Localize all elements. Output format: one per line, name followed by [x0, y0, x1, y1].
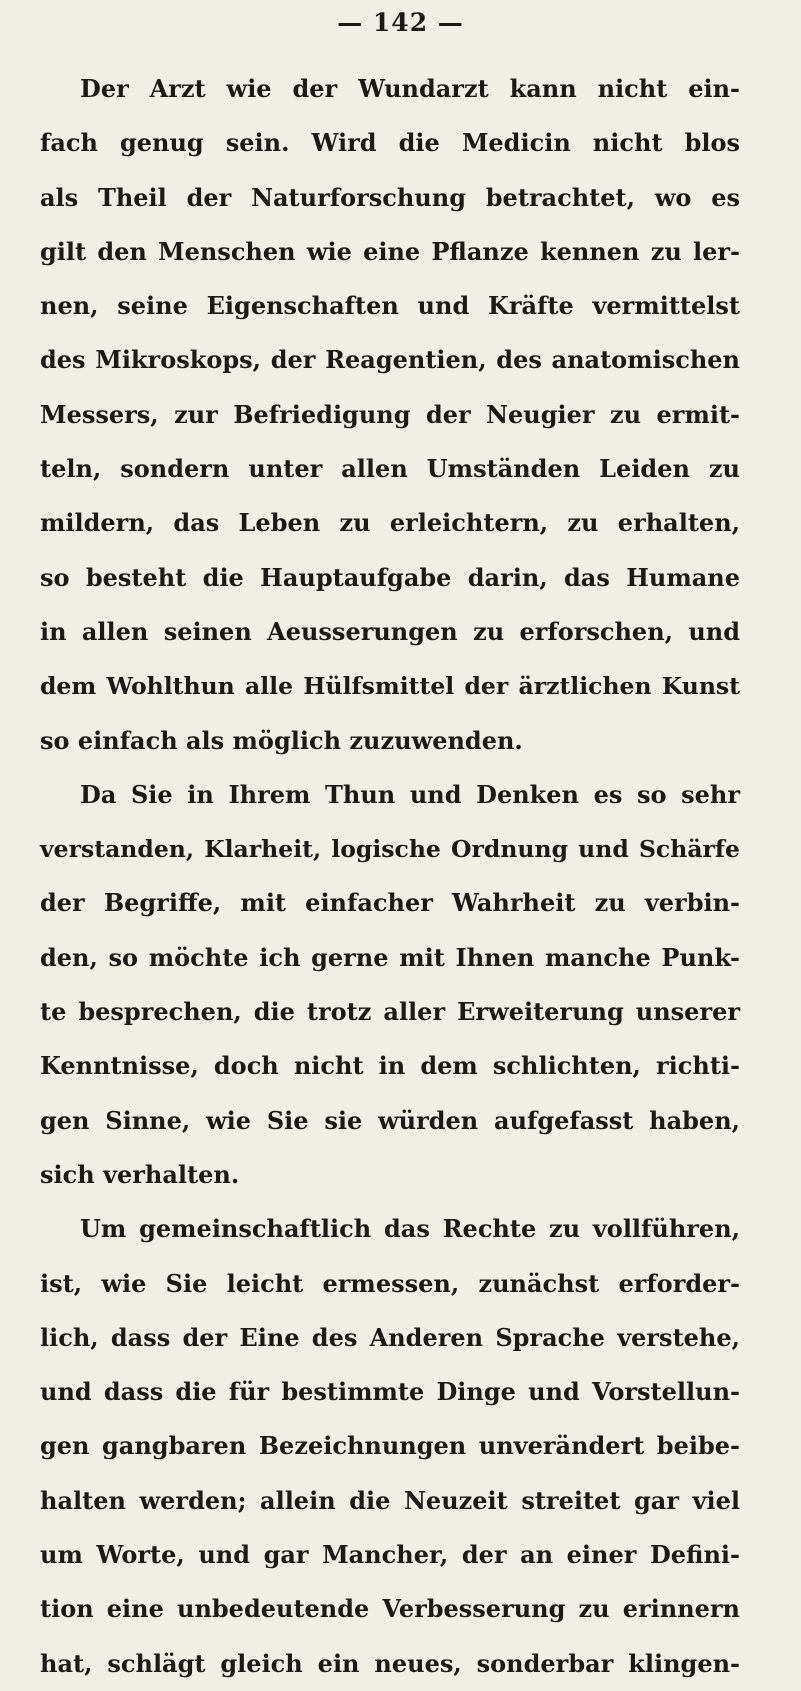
page-number: — 142 — — [337, 8, 464, 37]
text-line: der Begriffe, mit einfacher Wahrheit zu verbin- — [40, 888, 740, 918]
text-line: Der Arzt wie der Wundarzt kann nicht ein- — [80, 74, 740, 103]
text-line: gen gangbaren Bezeichnungen unverändert beibe- — [40, 1431, 740, 1461]
text-line: Da Sie in Ihrem Thun und Denken es so sehr — [80, 779, 740, 809]
text-line: dem Wohlthun alle Hülfsmittel der ärztlichen Kunst — [40, 672, 740, 701]
text-line: den, so möchte ich gerne mit Ihnen manche Punk- — [40, 942, 740, 972]
body-text — [40, 62, 740, 1691]
text-line: verstanden, Klarheit, logische Ordnung und Schärfe — [40, 835, 740, 864]
text-line: gen Sinne, wie Sie sie würden aufgefasst haben, — [40, 1105, 740, 1135]
text-line: sich verhalten. — [40, 1159, 240, 1189]
paragraph-1 — [40, 62, 740, 768]
text-line: teln, sondern unter allen Umständen Leiden zu — [40, 454, 740, 484]
text-line: des Mikroskops, der Reagentien, des anatomischen — [40, 345, 740, 375]
text-line: Kenntnisse, doch nicht in dem schlichten, richti- — [40, 1051, 740, 1081]
text-line: und dass die für bestimmte Dinge und Vorstellun- — [40, 1377, 740, 1407]
text-line: hat, schlägt gleich ein neues, sonderbar klingen- — [40, 1648, 740, 1678]
text-line: mildern, das Leben zu erleichtern, zu erhalten, — [40, 508, 740, 538]
text-line: nen, seine Eigenschaften und Kräfte vermittelst — [40, 291, 740, 321]
text-line: Um gemeinschaftlich das Rechte zu vollführen, — [80, 1214, 740, 1244]
paragraph-2 — [40, 768, 740, 1202]
text-line: lich, dass der Eine des Anderen Sprache verstehe, — [40, 1322, 740, 1352]
text-line: halten werden; allein die Neuzeit streitet gar viel — [40, 1485, 740, 1515]
text-line: tion eine unbedeutende Verbesserung zu erinnern — [40, 1594, 740, 1624]
text-line: ist, wie Sie leicht ermessen, zunächst erforder- — [40, 1268, 740, 1298]
text-line: als Theil der Naturforschung betrachtet, wo es — [40, 182, 740, 212]
text-line: so besteht die Hauptaufgabe darin, das Humane — [40, 562, 740, 592]
text-line: fach genug sein. Wird die Medicin nicht blos — [40, 128, 740, 158]
text-line: so einfach als möglich zuzuwenden. — [40, 725, 523, 755]
paragraph-3 — [40, 1202, 740, 1691]
text-line: gilt den Menschen wie eine Pflanze kennen zu ler- — [40, 236, 740, 266]
text-line: te besprechen, die trotz aller Erweiterung unserer — [40, 997, 740, 1027]
text-line: in allen seinen Aeusserungen zu erforschen, und — [40, 616, 740, 646]
text-line: um Worte, und gar Mancher, der an einer Defini- — [40, 1540, 740, 1570]
text-line: Messers, zur Befriedigung der Neugier zu ermit- — [40, 399, 740, 429]
